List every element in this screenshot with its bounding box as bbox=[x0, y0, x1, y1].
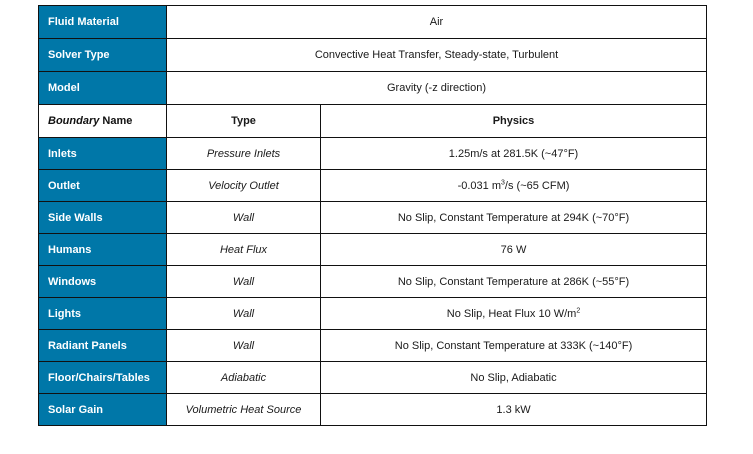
physics-text: /s (~65 CFM) bbox=[504, 179, 570, 192]
row-value: Air bbox=[167, 6, 707, 39]
boundary-type: Adiabatic bbox=[167, 362, 321, 394]
boundary-type: Wall bbox=[167, 330, 321, 362]
table-row bbox=[39, 266, 707, 298]
boundary-physics: No Slip, Constant Temperature at 294K (~70°F) bbox=[321, 202, 707, 234]
table-row bbox=[39, 234, 707, 266]
boundary-type: Wall bbox=[167, 202, 321, 234]
table-row bbox=[39, 138, 707, 170]
row-model bbox=[39, 72, 707, 105]
boundary-physics bbox=[321, 298, 707, 330]
boundary-name: Floor/Chairs/Tables bbox=[39, 362, 167, 394]
physics-superscript: 3 bbox=[501, 178, 505, 186]
row-solver-type bbox=[39, 39, 707, 72]
header-boundary-rest: Name bbox=[99, 115, 133, 127]
row-value: Gravity (-z direction) bbox=[167, 72, 707, 105]
boundary-type: Pressure Inlets bbox=[167, 138, 321, 170]
row-label: Solver Type bbox=[39, 39, 167, 72]
boundary-type: Velocity Outlet bbox=[167, 170, 321, 202]
boundary-name: Side Walls bbox=[39, 202, 167, 234]
boundary-physics: No Slip, Constant Temperature at 333K (~140°F) bbox=[321, 330, 707, 362]
table-row bbox=[39, 202, 707, 234]
boundary-type: Wall bbox=[167, 298, 321, 330]
row-value: Convective Heat Transfer, Steady-state, Turbulent bbox=[167, 39, 707, 72]
boundary-name: Humans bbox=[39, 234, 167, 266]
boundary-physics: 76 W bbox=[321, 234, 707, 266]
boundary-name: Windows bbox=[39, 266, 167, 298]
boundary-name: Solar Gain bbox=[39, 394, 167, 426]
boundary-name: Lights bbox=[39, 298, 167, 330]
boundary-physics: 1.25m/s at 281.5K (~47°F) bbox=[321, 138, 707, 170]
boundary-name: Radiant Panels bbox=[39, 330, 167, 362]
physics-text: No Slip, Heat Flux 10 W/m bbox=[446, 307, 577, 320]
boundary-type: Volumetric Heat Source bbox=[167, 394, 321, 426]
header-boundary-italic: Boundary bbox=[48, 115, 100, 127]
table-row bbox=[39, 330, 707, 362]
boundary-physics: 1.3 kW bbox=[321, 394, 707, 426]
header-type: Type bbox=[167, 105, 321, 138]
row-label: Fluid Material bbox=[39, 6, 167, 39]
boundary-type: Heat Flux bbox=[167, 234, 321, 266]
table-row bbox=[39, 170, 707, 202]
boundary-physics: No Slip, Constant Temperature at 286K (~55°F) bbox=[321, 266, 707, 298]
table-row bbox=[39, 362, 707, 394]
row-fluid-material bbox=[39, 6, 707, 39]
physics-superscript: 2 bbox=[576, 306, 581, 314]
boundary-name: Outlet bbox=[39, 170, 167, 202]
boundary-conditions-table bbox=[38, 5, 707, 426]
physics-text: -0.031 m bbox=[457, 179, 502, 192]
table-row bbox=[39, 394, 707, 426]
boundary-physics bbox=[321, 170, 707, 202]
row-label: Model bbox=[39, 72, 167, 105]
boundary-physics: No Slip, Adiabatic bbox=[321, 362, 707, 394]
header-physics: Physics bbox=[321, 105, 707, 138]
header-boundary-name bbox=[39, 105, 167, 138]
table-header-row bbox=[39, 105, 707, 138]
boundary-name: Inlets bbox=[39, 138, 167, 170]
table-row bbox=[39, 298, 707, 330]
boundary-type: Wall bbox=[167, 266, 321, 298]
